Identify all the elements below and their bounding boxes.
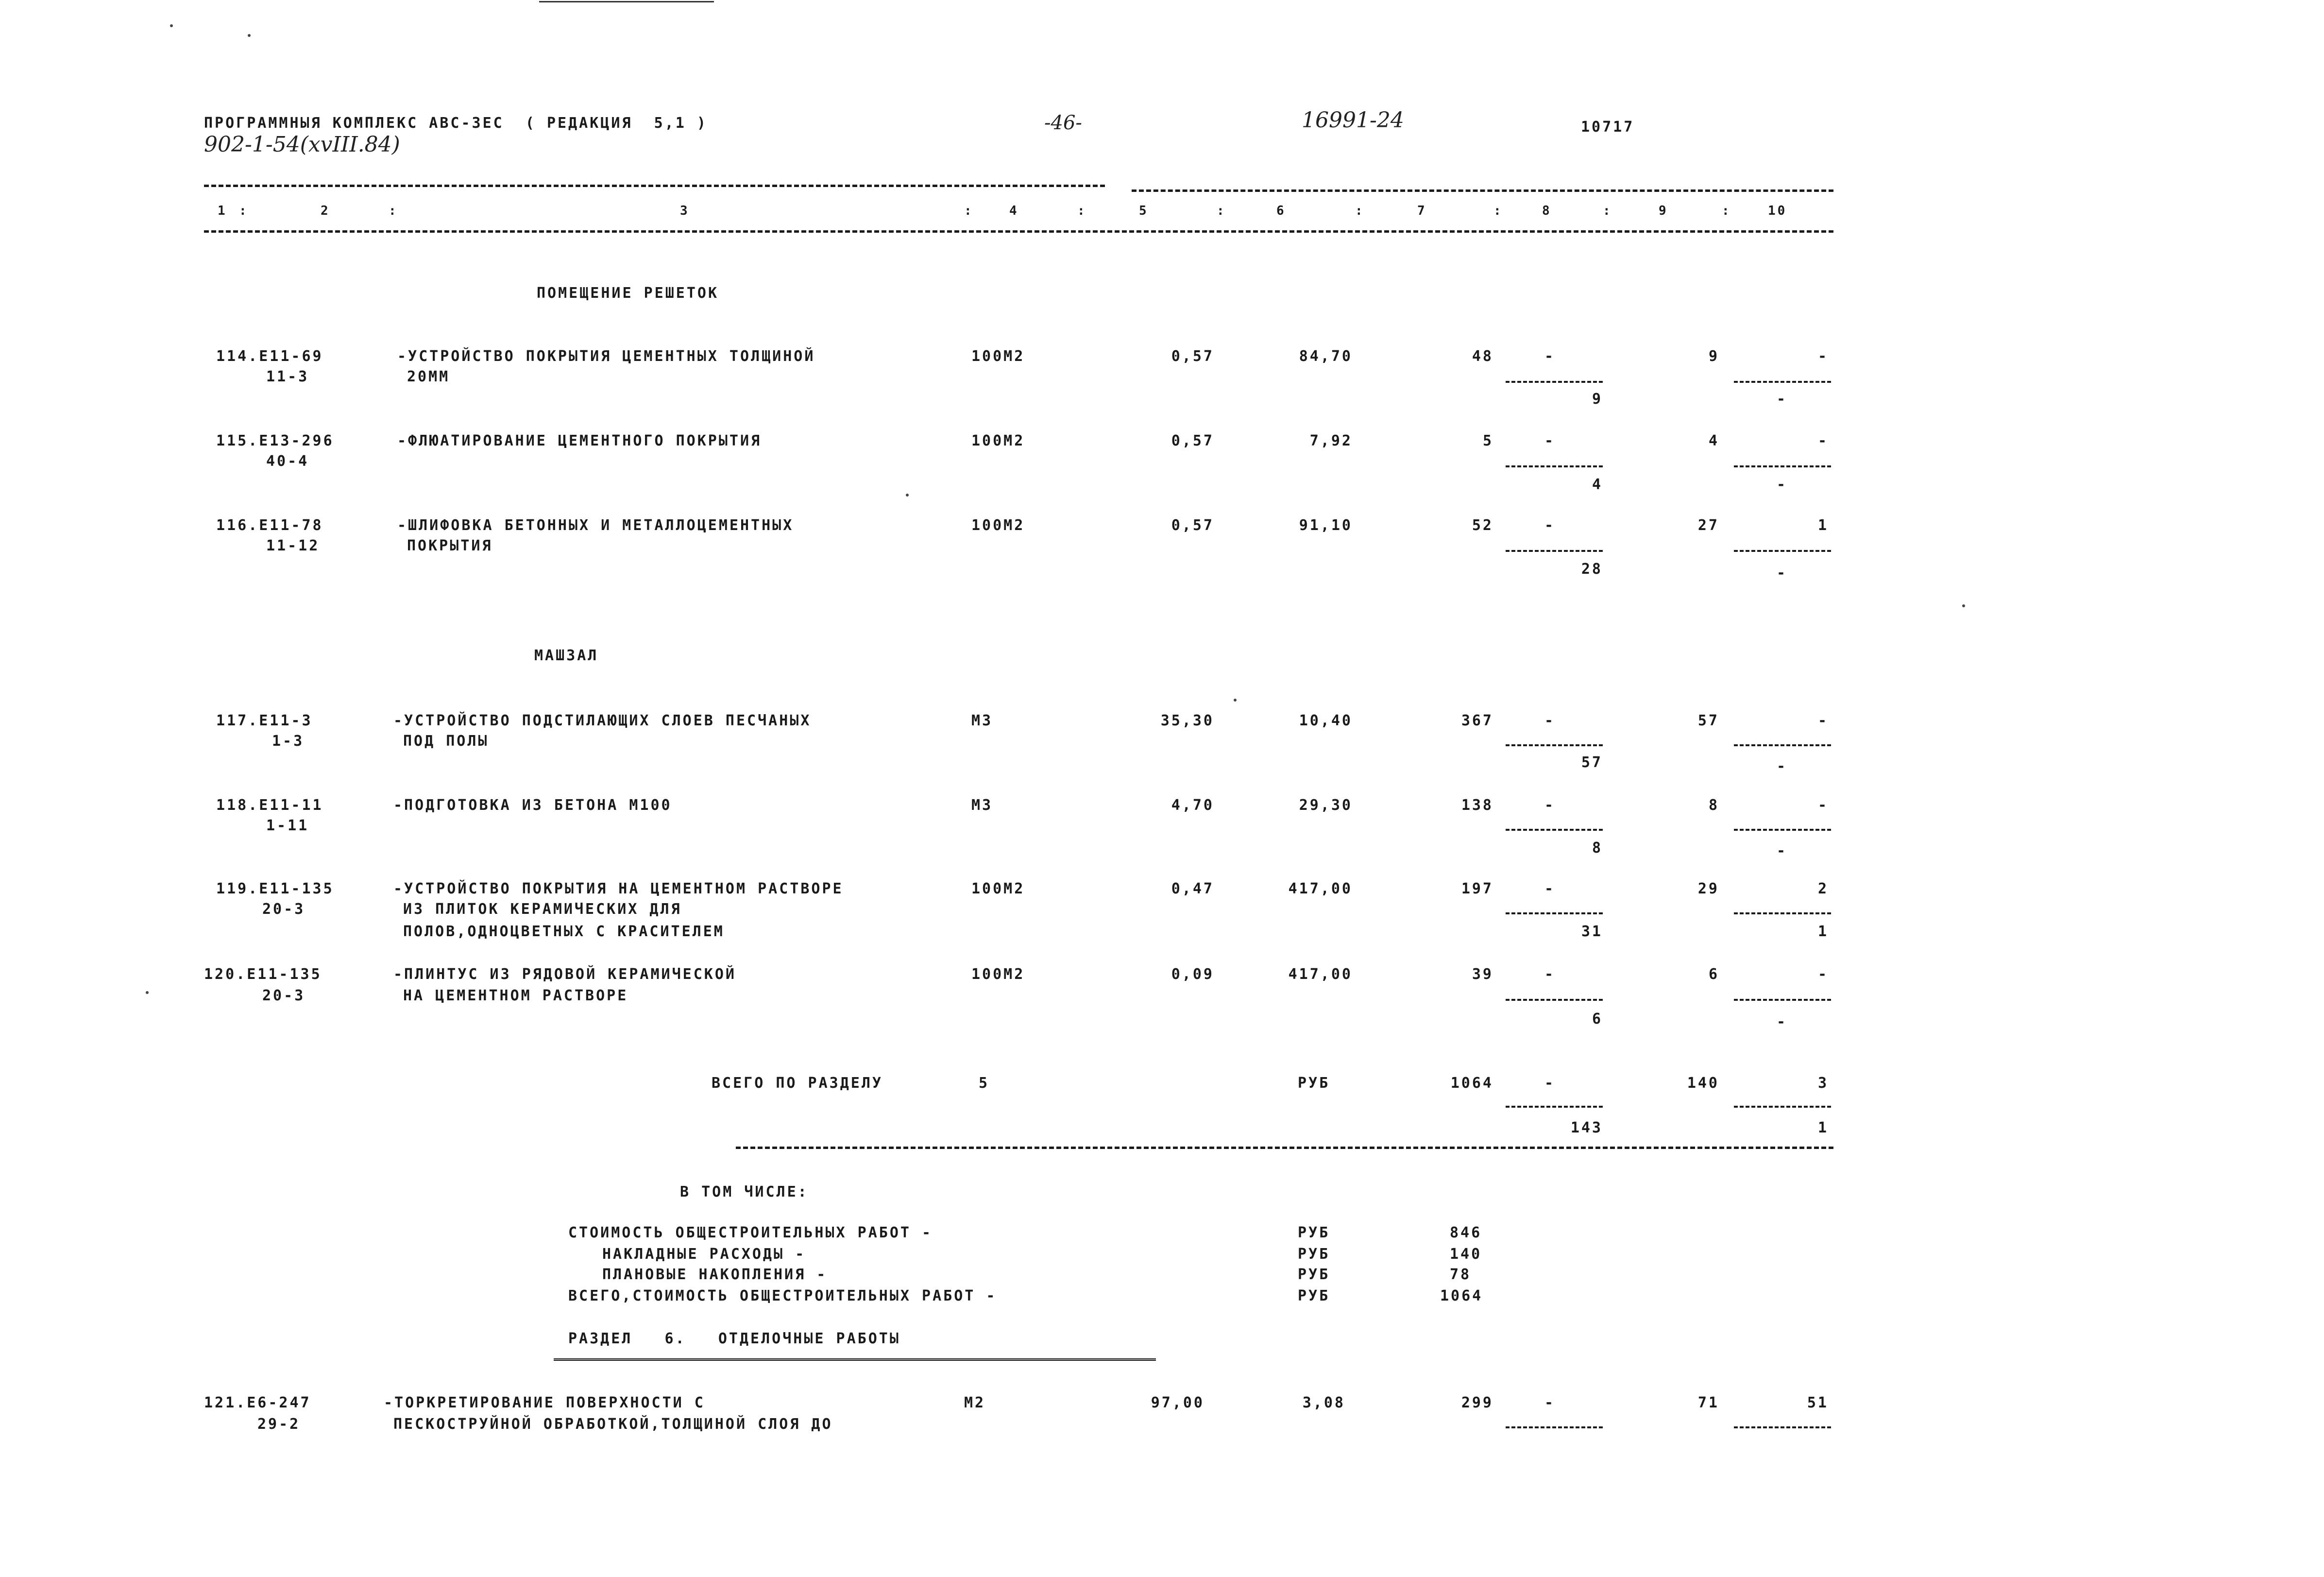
row-description-2: НА ЦЕМЕНТНОМ РАСТВОРЕ [403, 987, 628, 1004]
row-col9: 71 [1697, 1394, 1719, 1411]
row-col8-sub: 6 [1592, 1011, 1603, 1028]
section-total-col9: 140 [1687, 1075, 1719, 1092]
program-header: ПРОГРАММНЫЯ КОМПЛЕКС АВС-ЗЕС ( РЕДАКЦИЯ 5,1 ) [204, 115, 708, 132]
row-quantity: 4,70 [1171, 797, 1214, 814]
row-total: 138 [1461, 797, 1493, 814]
row-description: -ФЛЮАТИРОВАНИЕ ЦЕМЕНТНОГО ПОКРЫТИЯ [397, 432, 762, 449]
row-col10: - [1817, 797, 1829, 814]
scan-speck [146, 991, 149, 994]
row-description: -ТОРКРЕТИРОВАНИЕ ПОВЕРХНОСТИ С [384, 1394, 705, 1411]
row-total: 5 [1482, 432, 1493, 449]
row-description-2: ПОД ПОЛЫ [403, 733, 489, 750]
section-total-col10-sub: 1 [1817, 1119, 1829, 1136]
row-unit: М3 [971, 712, 993, 729]
row-price: 10,40 [1299, 712, 1353, 729]
row-col10: - [1817, 966, 1829, 983]
row-code: 116.Е11-78 [216, 517, 323, 534]
row-col8-sub: 57 [1581, 754, 1603, 771]
col-10: 10 [1768, 204, 1787, 218]
row-total: 367 [1461, 712, 1493, 729]
row-code: 121.Е6-247 [204, 1394, 311, 1411]
page-number: -46- [1044, 112, 1082, 134]
row-col10-sub: - [1776, 565, 1787, 582]
row-price: 84,70 [1299, 348, 1353, 365]
row-unit: 100М2 [971, 348, 1025, 365]
row-col10: - [1817, 348, 1829, 365]
section-total-value: 1064 [1450, 1075, 1493, 1092]
row-col8: - [1544, 348, 1556, 365]
breakdown-unit: РУБ [1298, 1287, 1330, 1304]
section-total-rule [736, 1147, 1833, 1149]
row-subcode: 20-3 [262, 901, 305, 918]
col-6: 6 [1276, 204, 1286, 218]
row-col8-sub: 28 [1581, 561, 1603, 578]
row-col9: 6 [1708, 966, 1719, 983]
row-col8: - [1544, 880, 1556, 897]
row-code: 117.Е11-3 [216, 712, 313, 729]
breakdown-line: СТОИМОСТЬ ОБЩЕСТРОИТЕЛЬНЫХ РАБОТ - [568, 1224, 933, 1241]
breakdown-unit: РУБ [1298, 1266, 1330, 1283]
row-subcode: 20-3 [262, 987, 305, 1004]
row-description-2: ПОКРЫТИЯ [407, 537, 493, 554]
row-unit: 100М2 [971, 880, 1025, 897]
row-subcode: 11-3 [266, 368, 309, 385]
row-description-2: ПЕСКОСТРУЙНОЙ ОБРАБОТКОЙ,ТОЛЩИНОЙ СЛОЯ ДО [393, 1416, 833, 1433]
col-8: 8 [1542, 204, 1552, 218]
col-7: 7 [1417, 204, 1427, 218]
section-total-label: ВСЕГО ПО РАЗДЕЛУ [712, 1075, 883, 1092]
section-total-col8-sub: 143 [1570, 1119, 1603, 1136]
row-col8: - [1544, 797, 1556, 814]
breakdown-value: 140 [1450, 1246, 1482, 1263]
header-rule-top-right [1132, 189, 1833, 192]
header-rule-top-left [204, 185, 1105, 187]
row-quantity: 0,09 [1171, 966, 1214, 983]
section-title-grates-room: ПОМЕЩЕНИЕ РЕШЕТОК [537, 285, 719, 302]
row-price: 7,92 [1309, 432, 1353, 449]
col-3: 3 [680, 204, 690, 218]
row-col8: - [1544, 966, 1556, 983]
row-col8-sub: 31 [1581, 923, 1603, 940]
row-col10: 51 [1807, 1394, 1829, 1411]
row-unit: 100М2 [971, 517, 1025, 534]
row-subcode: 1-11 [266, 817, 309, 834]
col-1: 1 [218, 204, 227, 218]
section6-title: РАЗДЕЛ 6. ОТДЕЛОЧНЫЕ РАБОТЫ [568, 1330, 900, 1347]
breakdown-value: 846 [1450, 1224, 1482, 1241]
project-number: 902-1-54(xvIII.84) [204, 132, 400, 157]
row-total: 52 [1472, 517, 1493, 534]
row-col10: 1 [1817, 517, 1829, 534]
row-col9: 4 [1708, 432, 1719, 449]
estimate-page: ПРОГРАММНЫЯ КОМПЛЕКС АВС-ЗЕС ( РЕДАКЦИЯ 5,1 ) 902-1-54(xvIII.84) -46- 16991-24 10717 1 : 2 : 3 : 4 : 5 : 6 : 7 : 8 : 9 : 10 ПОМЕЩЕНИЕ РЕШЕТОК 114.Е11-69 11-3 -УСТРОЙСТВО ПОКРЫТИЯ ЦЕМЕНТНЫХ ТОЛЩИНОЙ 20ММ 100М2 0,57 84,70 48 - 9 9 - - 115.Е13-296 40-4 -ФЛЮАТИРОВАНИЕ ЦЕМЕНТНОГО ПОКРЫТИЯ 100М2 0,57 7,92 5 - 4 4 - - 116.Е11-78 11-12 -ШЛИФОВКА БЕТОННЫХ И МЕТАЛЛОЦЕМЕНТНЫХ ПОКРЫТИЯ 100М2 0,57 91,10 52 - 28 27 1 - МАШЗАЛ 117.Е11-3 1-3 -УСТРОЙСТВО ПОДСТИЛАЮЩИХ СЛОЕВ ПЕСЧАНЫХ ПОД ПОЛЫ М3 35,30 10,40 367 - 57 57 - - 118.Е11-11 1-11 -ПОДГОТОВКА ИЗ БЕТОНА М100 М3 4,70 29,30 138 - 8 8 - - 119.Е11-135 20-3 -УСТРОЙСТВО ПОКРЫТИЯ НА ЦЕМЕНТНОМ РАСТВОРЕ ИЗ ПЛИТОК КЕРАМИЧЕСКИХ ДЛЯ ПОЛОВ,ОДНОЦВЕТНЫХ С КРАСИТЕЛЕМ 100М2 0,47 417,00 197 - 31 29 2 1 120.Е11-135 20-3 -ПЛИНТУС ИЗ РЯДОВОЙ КЕРАМИЧЕСКОЙ НА ЦЕМЕНТНОМ РАСТВОРЕ 100М2 0,09 417,00 39 - 6 6 - - ВСЕГО ПО РАЗДЕЛУ 5 РУБ 1064 - 143 140 3 1 В ТОМ ЧИСЛЕ: СТОИМОСТЬ ОБЩЕСТРОИТЕЛЬНЫХ РАБОТ - РУБ 846 НАКЛАДНЫЕ РАСХОДЫ - РУБ 140 ПЛАНОВЫЕ НАКОПЛЕНИЯ - РУБ 78 ВСЕГО,СТОИМОСТЬ ОБЩЕСТРОИТЕЛЬНЫХ РАБОТ - РУБ 1064 РАЗДЕЛ 6. ОТДЕЛОЧНЫЕ РАБОТЫ 121.Е6-247 29-2 -ТОРКРЕТИРОВАНИЕ ПОВЕРХНОСТИ С ПЕСКОСТРУЙНОЙ ОБРАБОТКОЙ,ТОЛЩИНОЙ СЛОЯ ДО М2 97,00 3,08 299 - 71 51 [0, 0, 2324, 1577]
scan-speck [906, 494, 909, 497]
row-col9: 9 [1708, 348, 1719, 365]
row-price: 29,30 [1299, 797, 1353, 814]
breakdown-line: НАКЛАДНЫЕ РАСХОДЫ - [602, 1246, 806, 1263]
scan-speck [170, 24, 173, 27]
row-description-2: 20ММ [407, 368, 450, 385]
col-4: 4 [1009, 204, 1019, 218]
row-col8: - [1544, 432, 1556, 449]
col-2: 2 [321, 204, 330, 218]
row-code: 119.Е11-135 [216, 880, 334, 897]
row-description: -ПЛИНТУС ИЗ РЯДОВОЙ КЕРАМИЧЕСКОЙ [393, 966, 736, 983]
row-subcode: 29-2 [257, 1416, 301, 1433]
row-col9: 57 [1697, 712, 1719, 729]
section-total-col8: - [1544, 1075, 1556, 1092]
row-code: 115.Е13-296 [216, 432, 334, 449]
row-col10-sub: - [1776, 391, 1787, 408]
row-col10-sub: - [1776, 842, 1787, 859]
row-unit: М2 [964, 1394, 986, 1411]
row-description-3: ПОЛОВ,ОДНОЦВЕТНЫХ С КРАСИТЕЛЕМ [403, 923, 725, 940]
row-quantity: 0,47 [1171, 880, 1214, 897]
row-col10-sub: - [1776, 1013, 1787, 1030]
row-quantity: 35,30 [1160, 712, 1214, 729]
breakdown-value: 1064 [1440, 1287, 1483, 1304]
row-col10: - [1817, 712, 1829, 729]
breakdown-value: 78 [1450, 1266, 1472, 1283]
row-price: 91,10 [1299, 517, 1353, 534]
section-title-machine-hall: МАШЗАЛ [534, 647, 599, 664]
row-col8: - [1544, 1394, 1556, 1411]
row-code: 114.Е11-69 [216, 348, 323, 365]
row-subcode: 1-3 [272, 733, 305, 750]
breakdown-line: ВСЕГО,СТОИМОСТЬ ОБЩЕСТРОИТЕЛЬНЫХ РАБОТ - [568, 1287, 997, 1304]
row-price: 3,08 [1302, 1394, 1345, 1411]
row-price: 417,00 [1288, 880, 1353, 897]
row-total: 39 [1472, 966, 1493, 983]
row-total: 299 [1461, 1394, 1493, 1411]
row-col9: 29 [1697, 880, 1719, 897]
document-number: 16991-24 [1302, 108, 1404, 133]
row-col10: - [1817, 432, 1829, 449]
col-5: 5 [1139, 204, 1149, 218]
row-col8-sub: 4 [1592, 476, 1603, 493]
scan-speck [1962, 604, 1965, 607]
row-quantity: 97,00 [1151, 1394, 1204, 1411]
row-code: 120.Е11-135 [204, 966, 322, 983]
code-number: 10717 [1581, 119, 1635, 136]
section6-underline [554, 1358, 1156, 1361]
row-col10-sub: - [1776, 758, 1787, 775]
section-total-number: 5 [979, 1075, 990, 1092]
section-total-unit: РУБ [1298, 1075, 1330, 1092]
row-price: 417,00 [1288, 966, 1353, 983]
row-col8-sub: 8 [1592, 840, 1603, 857]
header-rule-bottom [204, 230, 1833, 233]
row-code: 118.Е11-11 [216, 797, 323, 814]
row-unit: 100М2 [971, 966, 1025, 983]
row-col10: 2 [1817, 880, 1829, 897]
breakdown-unit: РУБ [1298, 1224, 1330, 1241]
row-description-2: ИЗ ПЛИТОК КЕРАМИЧЕСКИХ ДЛЯ [403, 901, 682, 918]
col-9: 9 [1659, 204, 1668, 218]
breakdown-line: ПЛАНОВЫЕ НАКОПЛЕНИЯ - [602, 1266, 828, 1283]
section-total-col10: 3 [1817, 1075, 1829, 1092]
row-quantity: 0,57 [1171, 348, 1214, 365]
row-description: -УСТРОЙСТВО ПОКРЫТИЯ НА ЦЕМЕНТНОМ РАСТВОРЕ [393, 880, 844, 897]
row-subcode: 40-4 [266, 453, 309, 470]
row-unit: М3 [971, 797, 993, 814]
row-col8: - [1544, 712, 1556, 729]
row-quantity: 0,57 [1171, 517, 1214, 534]
including-label: В ТОМ ЧИСЛЕ: [680, 1183, 809, 1200]
row-unit: 100М2 [971, 432, 1025, 449]
row-subcode: 11-12 [266, 537, 320, 554]
scan-speck [1234, 699, 1237, 702]
row-description: -ШЛИФОВКА БЕТОННЫХ И МЕТАЛЛОЦЕМЕНТНЫХ [397, 517, 794, 534]
row-col9: 8 [1708, 797, 1719, 814]
row-quantity: 0,57 [1171, 432, 1214, 449]
row-col8-sub: 9 [1592, 391, 1603, 408]
row-col10-sub: 1 [1817, 923, 1829, 940]
row-description: -УСТРОЙСТВО ПОДСТИЛАЮЩИХ СЛОЕВ ПЕСЧАНЫХ [393, 712, 812, 729]
row-col10-sub: - [1776, 476, 1787, 493]
row-description: -УСТРОЙСТВО ПОКРЫТИЯ ЦЕМЕНТНЫХ ТОЛЩИНОЙ [397, 348, 815, 365]
row-total: 48 [1472, 348, 1493, 365]
row-description: -ПОДГОТОВКА ИЗ БЕТОНА М100 [393, 797, 672, 814]
row-total: 197 [1461, 880, 1493, 897]
row-col8: - [1544, 517, 1556, 534]
scan-speck [248, 34, 251, 37]
scan-artifact-line [539, 1, 714, 2]
row-col9: 27 [1697, 517, 1719, 534]
breakdown-unit: РУБ [1298, 1246, 1330, 1263]
